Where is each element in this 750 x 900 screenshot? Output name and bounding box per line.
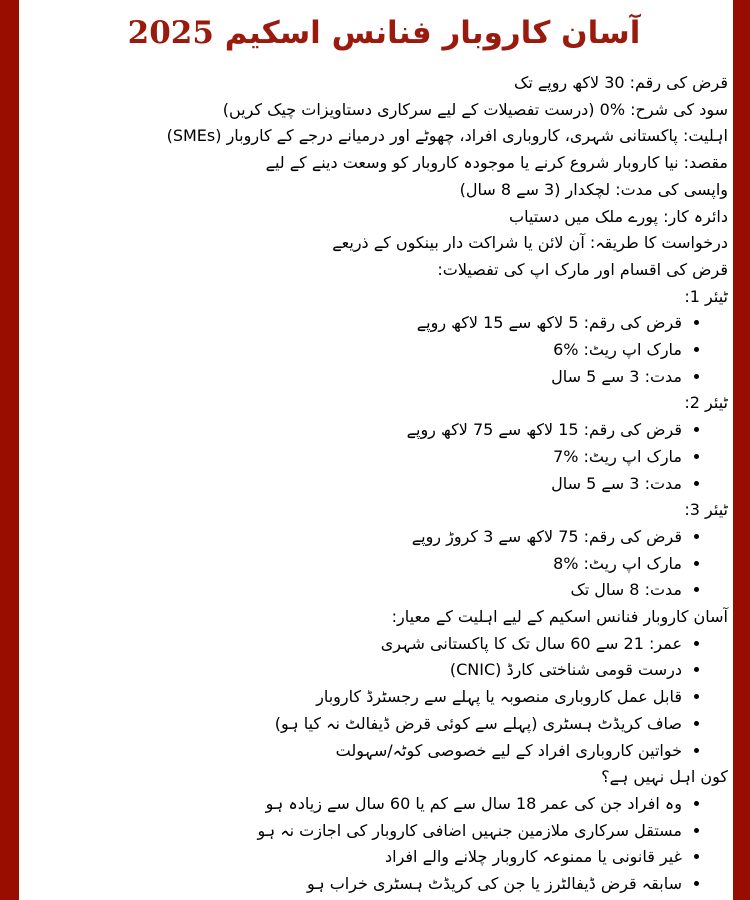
overview-line-repayment: واپسی کی مدت: لچکدار (3 سے 8 سال) [459, 179, 728, 199]
overview-line-loan-amount: قرض کی رقم: 30 لاکھ روپے تک [514, 73, 728, 92]
tier-3-amount-item: • قرض کی رقم: 75 لاکھ سے 3 کروڑ روپے [40, 524, 682, 551]
tier-1-markup-item: • مارک اپ ریٹ: %6 [40, 337, 682, 364]
tier-1-heading: ٹیئر 1: [684, 286, 728, 306]
ineligibility-govt-item: • مستقل سرکاری ملازمین جنہیں اضافی کاروبار کی اجازت نہ ہو [40, 818, 682, 845]
tier-2-tenure-item: • مدت: 3 سے 5 سال [40, 471, 682, 498]
ineligibility-illegal-item: • غیر قانونی یا ممنوعہ کاروبار چلانے والے افراد [40, 844, 682, 871]
eligibility-cnic-item: • درست قومی شناختی کارڈ (CNIC) [40, 657, 682, 684]
tier-1-list [40, 310, 728, 390]
ineligibility-defaulters-item: • سابقہ قرض ڈیفالٹرز یا جن کی کریڈٹ ہسٹری خراب ہو [40, 871, 682, 898]
eligibility-women-quota-item: • خواتین کاروباری افراد کے لیے خصوصی کوٹہ/سہولت [40, 738, 682, 765]
overview-line-eligibility: اہلیت: پاکستانی شہری، کاروباری افراد، چھوٹے اور درمیانے درجے کے کاروبار (SMEs) [166, 126, 728, 146]
section-heading-ineligibility: کون اہل نہیں ہے؟ [601, 767, 728, 787]
document-content [40, 0, 728, 898]
tier-3-heading: ٹیئر 3: [684, 500, 728, 520]
tier-1-amount-item: • قرض کی رقم: 5 لاکھ سے 15 لاکھ روپے [40, 310, 682, 337]
tier-3-markup-item: • مارک اپ ریٹ: %8 [40, 551, 682, 578]
ineligibility-list [40, 791, 728, 898]
tier-1-tenure-item: • مدت: 3 سے 5 سال [40, 364, 682, 391]
eligibility-business-item: • قابل عمل کاروباری منصوبہ یا پہلے سے رجسٹرڈ کاروبار [40, 684, 682, 711]
tier-2-list [40, 417, 728, 497]
tier-2-heading: ٹیئر 2: [684, 393, 728, 413]
eligibility-credit-item: • صاف کریڈٹ ہسٹری (پہلے سے کوئی قرض ڈیفالٹ نہ کیا ہو) [40, 711, 682, 738]
overview-line-purpose: مقصد: نیا کاروبار شروع کرنے یا موجودہ کاروبار کو وسعت دینے کے لیے [265, 153, 728, 173]
overview-line-scope: دائرہ کار: پورے ملک میں دستیاب [509, 206, 728, 226]
section-heading-loan-tiers: قرض کی اقسام اور مارک اپ کی تفصیلات: [437, 259, 728, 279]
overview-line-apply-method: درخواست کا طریقہ: آن لائن یا شراکت دار بینکوں کے ذریعے [332, 233, 728, 253]
tier-3-tenure-item: • مدت: 8 سال تک [40, 577, 682, 604]
right-accent-bar [733, 0, 750, 900]
section-heading-eligibility: آسان کاروبار فنانس اسکیم کے لیے اہلیت کے معیار: [391, 607, 728, 627]
left-accent-bar [0, 0, 19, 900]
tier-2-markup-item: • مارک اپ ریٹ: %7 [40, 444, 682, 471]
eligibility-age-item: • عمر: 21 سے 60 سال تک کا پاکستانی شہری [40, 631, 682, 658]
eligibility-list [40, 631, 728, 765]
tier-2-amount-item: • قرض کی رقم: 15 لاکھ سے 75 لاکھ روپے [40, 417, 682, 444]
ineligibility-age-item: • وہ افراد جن کی عمر 18 سال سے کم یا 60 سال سے زیادہ ہو [40, 791, 682, 818]
page-title: آسان کاروبار فنانس اسکیم 2025 [127, 15, 641, 51]
overview-line-interest-rate: سود کی شرح: %0 (درست تفصیلات کے لیے سرکاری دستاویزات چیک کریں) [222, 99, 728, 119]
tier-3-list [40, 524, 728, 604]
